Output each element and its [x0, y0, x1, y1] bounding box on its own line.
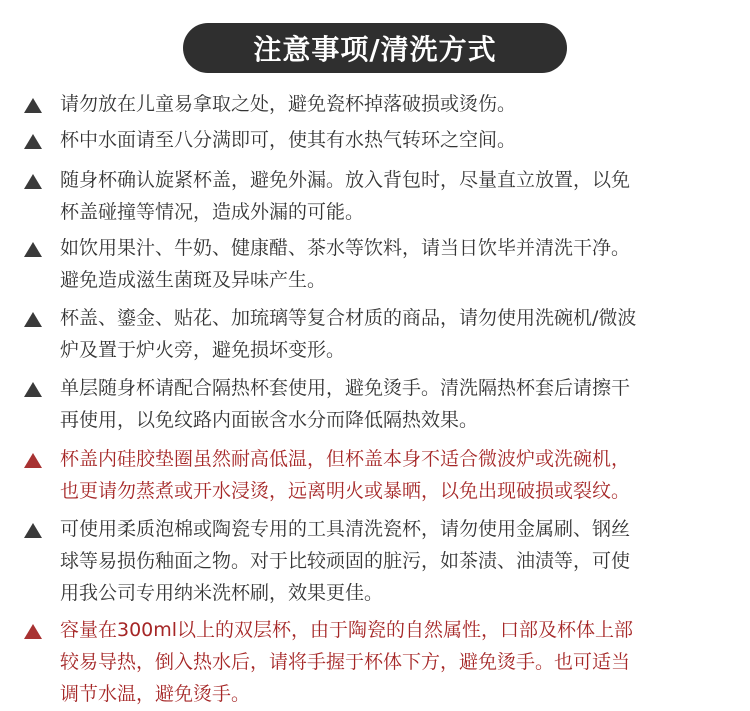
warning-triangle-icon	[24, 382, 42, 397]
note-text	[60, 164, 726, 228]
section-title: 注意事项/清洗方式	[253, 33, 497, 66]
note-text	[60, 443, 726, 507]
note-line: 杯盖碰撞等情况，造成外漏的可能。	[60, 201, 365, 223]
warning-triangle-icon	[24, 523, 42, 538]
note-line: 杯盖、鎏金、贴花、加琉璃等复合材质的商品，请勿使用洗碗机/微波	[60, 307, 637, 329]
warning-triangle-icon	[24, 242, 42, 257]
note-line: 较易导热，倒入热水后，请将手握于杯体下方，避免烫手。也可适当	[60, 651, 631, 673]
note-line: 避免造成滋生菌斑及异味产生。	[60, 269, 327, 291]
note-line: 也更请勿蒸煮或开水浸烫，远离明火或暴晒，以免出现破损或裂纹。	[60, 480, 631, 502]
note-line: 杯盖内硅胶垫圈虽然耐高低温，但杯盖本身不适合微波炉或洗碗机，	[60, 448, 631, 470]
note-line: 球等易损伤釉面之物。对于比较顽固的脏污，如茶渍、油渍等，可使	[60, 550, 631, 572]
note-line: 单层随身杯请配合隔热杯套使用，避免烫手。清洗隔热杯套后请擦干	[60, 377, 631, 399]
note-line: 炉及置于炉火旁，避免损坏变形。	[60, 339, 346, 361]
note-line: 杯中水面请至八分满即可，使其有水热气转环之空间。	[60, 129, 517, 151]
note-text	[60, 232, 726, 296]
note-line: 用我公司专用纳米洗杯刷，效果更佳。	[60, 582, 384, 604]
warning-triangle-icon	[24, 174, 42, 189]
note-line: 随身杯确认旋紧杯盖，避免外漏。放入背包时，尽量直立放置，以免	[60, 169, 631, 191]
note-text	[60, 88, 726, 120]
note-text	[60, 614, 726, 710]
note-text	[60, 513, 726, 609]
note-text	[60, 124, 726, 156]
note-text	[60, 372, 726, 436]
note-line: 如饮用果汁、牛奶、健康醋、茶水等饮料，请当日饮毕并清洗干净。	[60, 237, 631, 259]
note-line: 调节水温，避免烫手。	[60, 683, 251, 705]
note-line: 可使用柔质泡棉或陶瓷专用的工具清洗瓷杯，请勿使用金属刷、钢丝	[60, 518, 631, 540]
note-line: 请勿放在儿童易拿取之处，避免瓷杯掉落破损或烫伤。	[60, 93, 517, 115]
warning-triangle-icon	[24, 134, 42, 149]
note-line: 容量在300ml以上的双层杯，由于陶瓷的自然属性，口部及杯体上部	[60, 619, 634, 641]
warning-triangle-icon	[24, 453, 42, 468]
warning-triangle-icon	[24, 312, 42, 327]
warning-triangle-icon	[24, 624, 42, 639]
note-line: 再使用，以免纹路内面嵌含水分而降低隔热效果。	[60, 409, 479, 431]
warning-triangle-icon	[24, 98, 42, 113]
note-text	[60, 302, 726, 366]
